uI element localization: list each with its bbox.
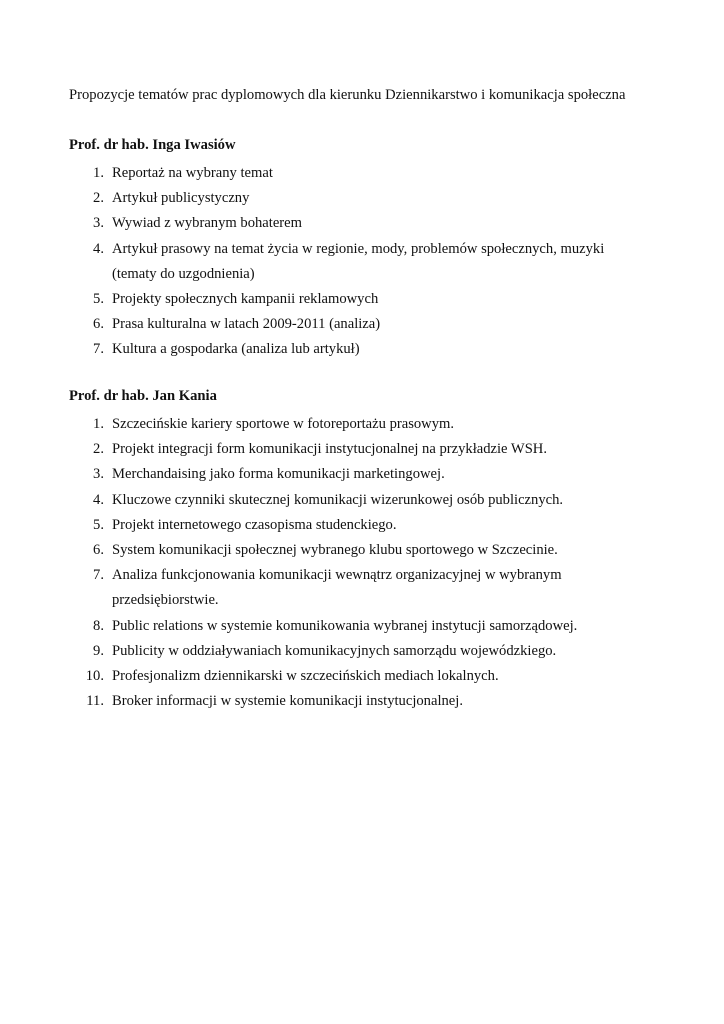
item-number: 11. — [86, 693, 104, 710]
item-text: Analiza funkcjonowania komunikacji wewnątrz organizacyjnej w wybranym — [112, 567, 562, 584]
item-text: Profesjonalizm dziennikarski w szczecińskich mediach lokalnych. — [112, 668, 499, 685]
item-text: (tematy do uzgodnienia) — [112, 265, 255, 282]
topic-list — [69, 161, 689, 363]
list-item — [69, 337, 689, 362]
item-number: 3. — [93, 215, 104, 232]
item-text: Public relations w systemie komunikowania wybranej instytucji samorządowej. — [112, 617, 578, 634]
item-number: 4. — [93, 491, 104, 508]
item-number: 9. — [93, 642, 104, 659]
item-number: 1. — [93, 416, 104, 432]
item-number: 7. — [93, 567, 104, 584]
list-item — [69, 161, 689, 186]
item-text: Kluczowe czynniki skutecznej komunikacji wizerunkowej osób publicznych. — [112, 491, 564, 508]
item-number: 8. — [93, 617, 104, 634]
section-jan-kania — [69, 387, 689, 714]
list-item — [69, 312, 689, 337]
list-item — [69, 538, 689, 563]
section-heading: Prof. dr hab. Inga Iwasiów — [69, 137, 236, 153]
item-text: przedsiębiorstwie. — [112, 592, 219, 609]
item-text: Merchandaising jako forma komunikacji marketingowej. — [112, 466, 445, 483]
list-item — [69, 211, 689, 236]
item-text: Szczecińskie kariery sportowe w fotoreportażu prasowym. — [112, 416, 455, 432]
document-title: Propozycje tematów prac dyplomowych dla kierunku Dziennikarstwo i komunikacja społeczna — [69, 87, 626, 103]
section-heading: Prof. dr hab. Jan Kania — [69, 388, 217, 404]
list-item — [69, 639, 689, 664]
section-inga-iwasiow — [69, 136, 689, 363]
item-number: 6. — [93, 316, 104, 333]
list-item — [69, 664, 689, 689]
list-item — [69, 563, 689, 613]
item-number: 10. — [85, 668, 104, 685]
item-text: Broker informacji w systemie komunikacji instytucjonalnej. — [112, 693, 463, 710]
item-text: Projekt integracji form komunikacji instytucjonalnej na przykładzie WSH. — [112, 441, 547, 458]
item-text: Artykuł prasowy na temat życia w regionie, mody, problemów społecznych, muzyki — [112, 240, 605, 257]
item-text: Publicity w oddziaływaniach komunikacyjnych samorządu wojewódzkiego. — [112, 642, 557, 659]
list-item — [69, 412, 689, 437]
list-item — [69, 614, 689, 639]
item-text: Artykuł publicystyczny — [112, 190, 250, 207]
item-number: 2. — [93, 441, 104, 458]
item-text: Projekt internetowego czasopisma studenckiego. — [112, 516, 397, 533]
item-number: 5. — [93, 516, 104, 533]
item-text: Kultura a gospodarka (analiza lub artykuł) — [112, 341, 360, 358]
list-item — [69, 237, 689, 287]
item-text: System komunikacji społecznej wybranego klubu sportowego w Szczecinie. — [112, 542, 558, 559]
list-item — [69, 186, 689, 211]
item-number: 4. — [93, 240, 104, 257]
item-number: 2. — [93, 190, 104, 207]
item-number: 7. — [93, 341, 104, 358]
list-item — [69, 513, 689, 538]
list-item — [69, 462, 689, 487]
list-item — [69, 437, 689, 462]
item-number: 1. — [93, 165, 104, 181]
list-item — [69, 689, 689, 714]
item-text: Projekty społecznych kampanii reklamowych — [112, 291, 379, 308]
list-item — [69, 488, 689, 513]
item-number: 5. — [93, 291, 104, 308]
topic-list — [69, 412, 689, 714]
item-number: 6. — [93, 542, 104, 559]
list-item — [69, 287, 689, 312]
item-text: Prasa kulturalna w latach 2009-2011 (analiza) — [112, 316, 381, 333]
item-text: Reportaż na wybrany temat — [112, 165, 273, 181]
item-text: Wywiad z wybranym bohaterem — [112, 215, 302, 232]
item-number: 3. — [93, 466, 104, 483]
